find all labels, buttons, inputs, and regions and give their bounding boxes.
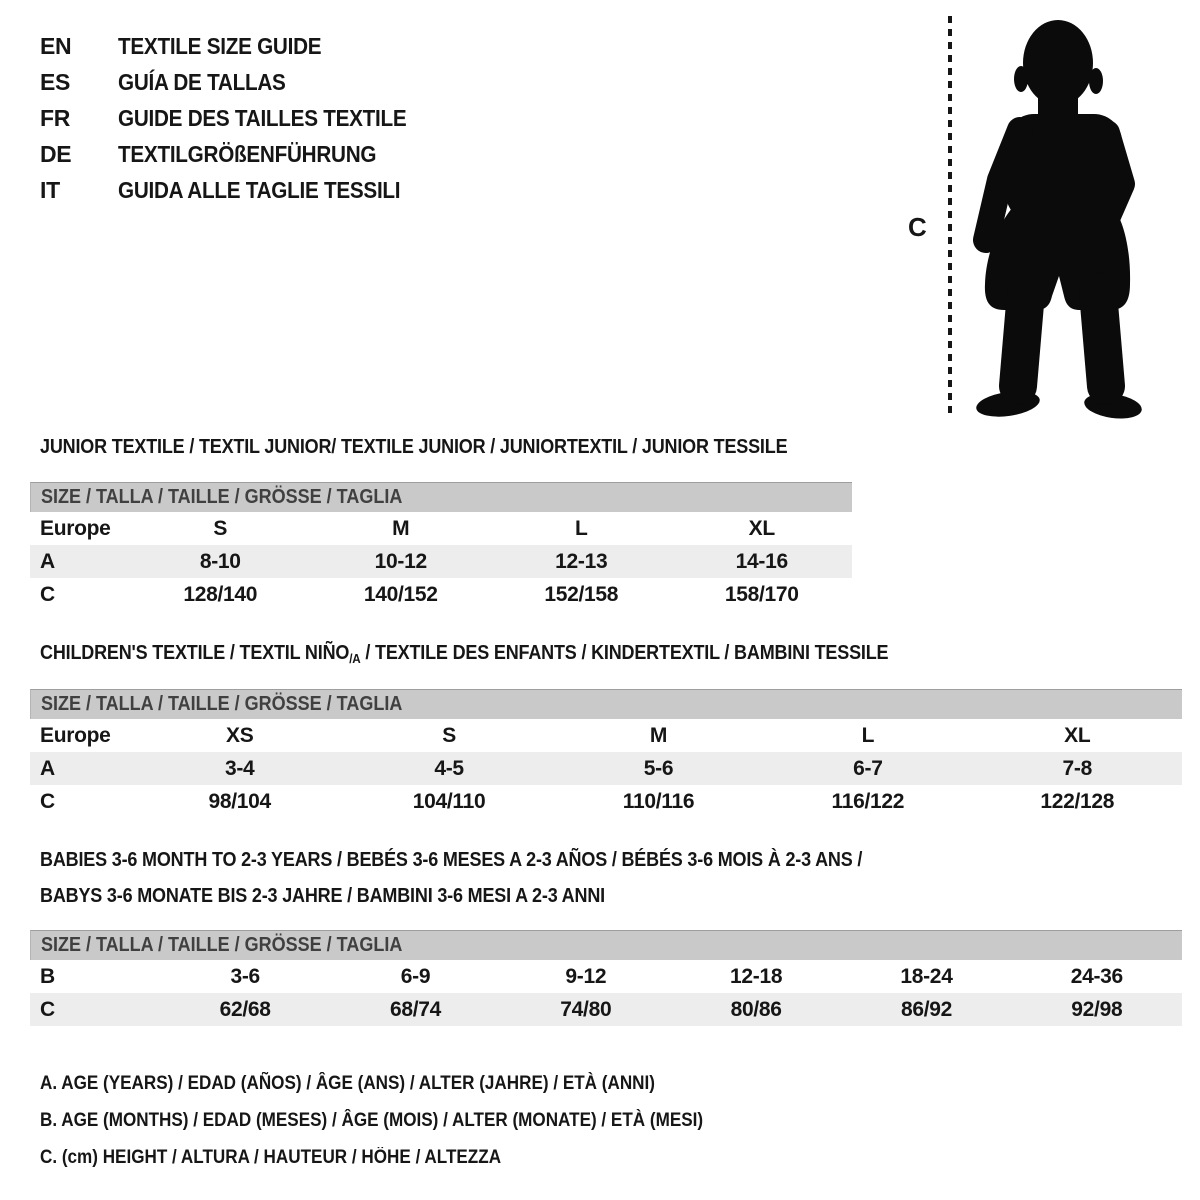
size-header-label: SIZE / TALLA / TAILLE / GRÖSSE / TAGLIA xyxy=(41,693,403,715)
legend-line-c-text: C. (cm) HEIGHT / ALTURA / HAUTEUR / HÖHE / ALTEZZA xyxy=(40,1147,502,1168)
table-cell: S xyxy=(213,516,228,540)
size-header-label: SIZE / TALLA / TAILLE / GRÖSSE / TAGLIA xyxy=(41,934,403,956)
table-cell: 122/128 xyxy=(1040,789,1115,813)
table-cell: 80/86 xyxy=(730,997,782,1021)
table-cell: 6-9 xyxy=(400,964,431,988)
junior-table xyxy=(30,512,852,611)
table-cell: 24-36 xyxy=(1070,964,1123,988)
babies-title-line1-text: BABIES 3-6 MONTH TO 2-3 YEARS / BEBÉS 3-6 MESES A 2-3 AÑOS / BÉBÉS 3-6 MOIS À 2-3 ANS / xyxy=(40,849,863,871)
row-label: C xyxy=(40,997,55,1021)
children-title-pre: CHILDREN'S TEXTILE / TEXTIL NIÑO xyxy=(40,642,350,664)
table-cell: 5-6 xyxy=(643,756,674,780)
table-cell: L xyxy=(861,723,875,747)
language-title: TEXTILGRÖßENFÜHRUNG xyxy=(118,140,377,167)
table-cell: M xyxy=(392,516,410,540)
babies-table xyxy=(30,960,1182,1026)
table-cell: XS xyxy=(225,723,254,747)
table-cell: S xyxy=(442,723,456,747)
table-row xyxy=(30,752,1182,785)
table-cell: 8-10 xyxy=(199,549,241,573)
table-cell: 74/80 xyxy=(560,997,612,1021)
junior-size-header-bar xyxy=(30,482,852,512)
row-label: A xyxy=(40,549,55,573)
children-section-title xyxy=(40,642,983,666)
table-cell: 128/140 xyxy=(183,582,258,606)
table-cell: 110/116 xyxy=(622,789,695,813)
junior-section-title xyxy=(40,436,870,459)
language-list xyxy=(40,28,439,208)
babies-title-line2-text: BABYS 3-6 MONATE BIS 2-3 JAHRE / BAMBINI 3-6 MESI A 2-3 ANNI xyxy=(40,885,605,907)
junior-section-title-text: JUNIOR TEXTILE / TEXTIL JUNIOR/ TEXTILE JUNIOR / JUNIORTEXTIL / JUNIOR TESSILE xyxy=(40,436,788,458)
size-header-label: SIZE / TALLA / TAILLE / GRÖSSE / TAGLIA xyxy=(41,486,403,508)
table-cell: 86/92 xyxy=(900,997,952,1021)
row-label: A xyxy=(40,756,55,780)
language-row xyxy=(40,172,439,208)
table-cell: 98/104 xyxy=(208,789,271,813)
table-cell: 6-7 xyxy=(853,756,883,780)
legend-line-b-text: B. AGE (MONTHS) / EDAD (MESES) / ÂGE (MOIS) / ALTER (MONATE) / ETÀ (MESI) xyxy=(40,1110,704,1131)
table-cell: 18-24 xyxy=(900,964,953,988)
table-cell: XL xyxy=(1064,723,1091,747)
table-cell: 158/170 xyxy=(724,582,799,606)
table-row xyxy=(30,578,852,611)
legend-line-b xyxy=(40,1110,777,1132)
table-cell: 104/110 xyxy=(412,789,486,813)
table-cell: M xyxy=(649,723,668,747)
language-row xyxy=(40,64,439,100)
language-title: GUÍA DE TALLAS xyxy=(118,68,286,95)
language-code: ES xyxy=(40,68,71,95)
table-cell: 9-12 xyxy=(565,964,607,988)
table-cell: XL xyxy=(748,516,775,540)
table-cell: 7-8 xyxy=(1062,756,1092,780)
language-code: DE xyxy=(40,140,72,167)
table-row xyxy=(30,993,1182,1026)
legend-line-a xyxy=(40,1073,723,1095)
language-code: FR xyxy=(40,104,71,131)
table-cell: 12-18 xyxy=(730,964,783,988)
table-cell: 14-16 xyxy=(735,549,788,573)
legend-line-c xyxy=(40,1147,552,1169)
children-title-post: / TEXTILE DES ENFANTS / KINDERTEXTIL / BAMBINI TESSILE xyxy=(360,642,889,664)
language-title: GUIDA ALLE TAGLIE TESSILI xyxy=(118,176,401,203)
table-cell: 3-4 xyxy=(224,756,255,780)
language-code: EN xyxy=(40,32,72,59)
children-size-header-bar xyxy=(30,689,1182,719)
row-label: C xyxy=(40,582,55,606)
table-row xyxy=(30,785,1182,818)
height-measure-line xyxy=(948,16,952,418)
babies-section-title-line1 xyxy=(40,849,954,872)
children-table xyxy=(30,719,1182,818)
table-cell: 68/74 xyxy=(389,997,442,1021)
language-row xyxy=(40,100,439,136)
table-cell: 4-5 xyxy=(434,756,464,780)
height-measure-label: C xyxy=(908,212,927,242)
table-row xyxy=(30,960,1182,993)
row-label: C xyxy=(40,789,55,813)
table-cell: 92/98 xyxy=(1071,997,1123,1021)
row-label: Europe xyxy=(40,516,111,540)
row-label: Europe xyxy=(40,723,111,747)
table-cell: 62/68 xyxy=(219,997,271,1021)
language-title: TEXTILE SIZE GUIDE xyxy=(118,32,322,59)
language-title: GUIDE DES TAILLES TEXTILE xyxy=(118,104,407,131)
children-title-sub: /A xyxy=(349,651,361,666)
table-row xyxy=(30,719,1182,752)
table-row xyxy=(30,545,852,578)
language-code: IT xyxy=(40,176,60,203)
babies-section-title-line2 xyxy=(40,885,668,908)
children-section-title-text xyxy=(40,642,888,666)
language-row xyxy=(40,28,439,64)
table-cell: 140/152 xyxy=(363,582,438,606)
row-label: B xyxy=(40,964,55,988)
toddler-silhouette-icon xyxy=(960,14,1145,419)
table-cell: 116/122 xyxy=(831,789,905,813)
table-cell: 152/158 xyxy=(544,582,619,606)
babies-size-header-bar xyxy=(30,930,1182,960)
language-row xyxy=(40,136,439,172)
table-row xyxy=(30,512,852,545)
table-cell: L xyxy=(574,516,588,540)
table-cell: 10-12 xyxy=(374,549,427,573)
table-cell: 3-6 xyxy=(230,964,260,988)
table-cell: 12-13 xyxy=(555,549,608,573)
legend-line-a-text: A. AGE (YEARS) / EDAD (AÑOS) / ÂGE (ANS) / ALTER (JAHRE) / ETÀ (ANNI) xyxy=(40,1073,655,1094)
